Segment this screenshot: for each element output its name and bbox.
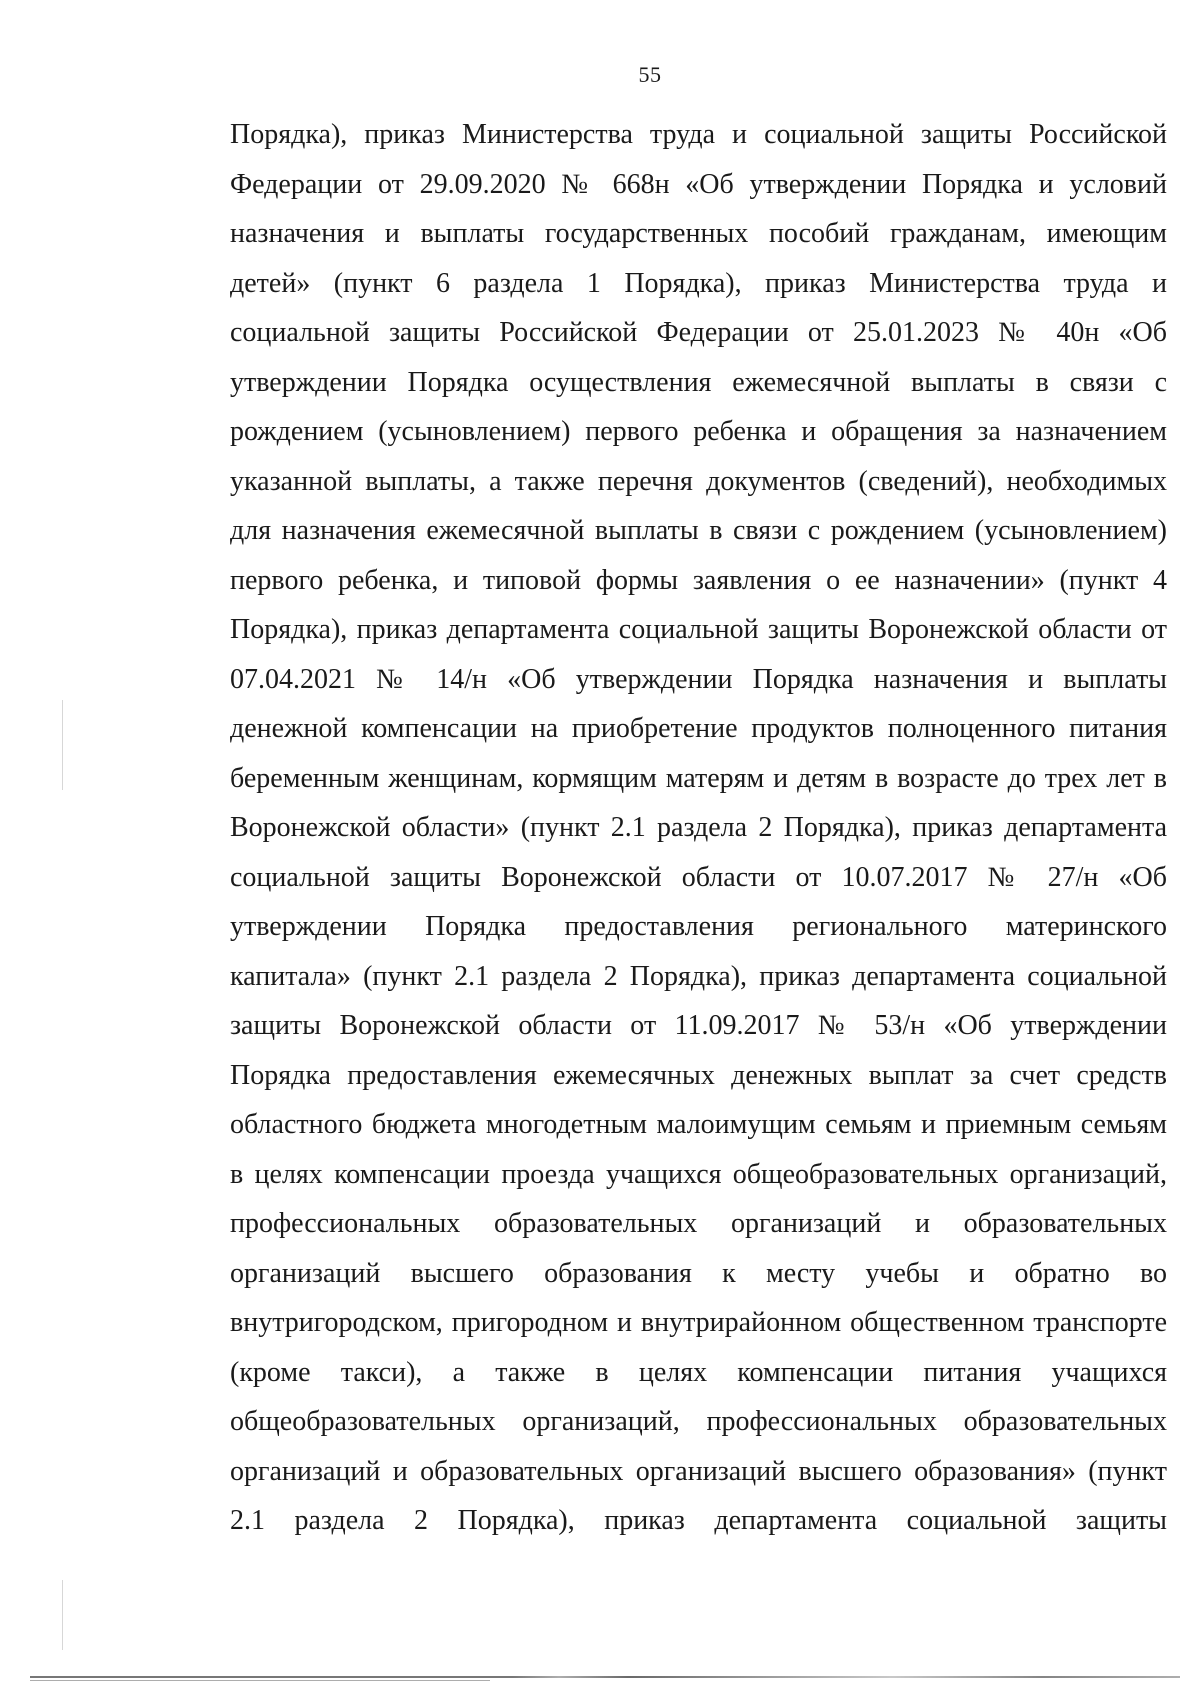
scan-margin-mark — [62, 700, 63, 790]
scan-margin-mark — [62, 1580, 63, 1650]
body-line: первого ребенка, и типовой формы заявления о ее назначении» (пункт 4 — [230, 564, 1167, 596]
body-line: указанной выплаты, а также перечня документов (сведений), необходимых — [230, 465, 1167, 497]
body-line: (кроме такси), а также в целях компенсации питания учащихся — [230, 1356, 1167, 1388]
body-line: Порядка), приказ департамента социальной защиты Воронежской области от — [230, 614, 1167, 645]
scan-bottom-edge-shadow — [30, 1680, 490, 1681]
scan-bottom-edge — [30, 1676, 1180, 1678]
body-line: организаций и образовательных организаций высшего образования» (пункт — [230, 1455, 1167, 1487]
body-line: рождением (усыновлением) первого ребенка и обращения за назначением — [230, 416, 1167, 447]
body-line: утверждении Порядка осуществления ежемесячной выплаты в связи с — [230, 366, 1167, 398]
body-line: профессиональных образовательных организаций и образовательных — [230, 1208, 1167, 1239]
body-line: утверждении Порядка предоставления регионального материнского — [230, 911, 1167, 942]
body-line: 07.04.2021 № 14/н «Об утверждении Порядка назначения и выплаты — [230, 663, 1167, 695]
body-line: Воронежской области» (пункт 2.1 раздела 2 Порядка), приказ департамента — [230, 812, 1167, 843]
body-line: внутригородском, пригородном и внутрирайонном общественном транспорте — [230, 1307, 1167, 1338]
body-line: беременным женщинам, кормящим матерям и детям в возрасте до трех лет в — [230, 762, 1167, 794]
body-line: областного бюджета многодетным малоимущим семьям и приемным семьям — [230, 1109, 1167, 1140]
body-line: для назначения ежемесячной выплаты в связи с рождением (усыновлением) — [230, 515, 1167, 546]
body-line: в целях компенсации проезда учащихся общеобразовательных организаций, — [230, 1158, 1167, 1190]
body-line: организаций высшего образования к месту учебы и обратно во — [230, 1257, 1167, 1289]
body-line: защиты Воронежской области от 11.09.2017 № 53/н «Об утверждении — [230, 1010, 1167, 1041]
page-number: 55 — [638, 62, 662, 87]
body-line: социальной защиты Воронежской области от 10.07.2017 № 27/н «Об — [230, 861, 1167, 893]
body-line: Порядка), приказ Министерства труда и социальной защиты Российской — [230, 119, 1167, 150]
body-line: Федерации от 29.09.2020 № 668н «Об утверждении Порядка и условий — [230, 168, 1167, 200]
document-body — [230, 110, 1167, 1546]
body-line: капитала» (пункт 2.1 раздела 2 Порядка), приказ департамента социальной — [230, 960, 1167, 992]
body-line: детей» (пункт 6 раздела 1 Порядка), приказ Министерства труда и — [230, 267, 1167, 299]
body-line: 2.1 раздела 2 Порядка), приказ департамента социальной защиты — [230, 1505, 1167, 1536]
body-line: общеобразовательных организаций, профессиональных образовательных — [230, 1406, 1167, 1437]
body-line: социальной защиты Российской Федерации от 25.01.2023 № 40н «Об — [230, 317, 1167, 348]
body-line: денежной компенсации на приобретение продуктов полноценного питания — [230, 713, 1167, 744]
body-line: назначения и выплаты государственных пособий гражданам, имеющим — [230, 218, 1167, 249]
body-line: Порядка предоставления ежемесячных денежных выплат за счет средств — [230, 1059, 1167, 1091]
